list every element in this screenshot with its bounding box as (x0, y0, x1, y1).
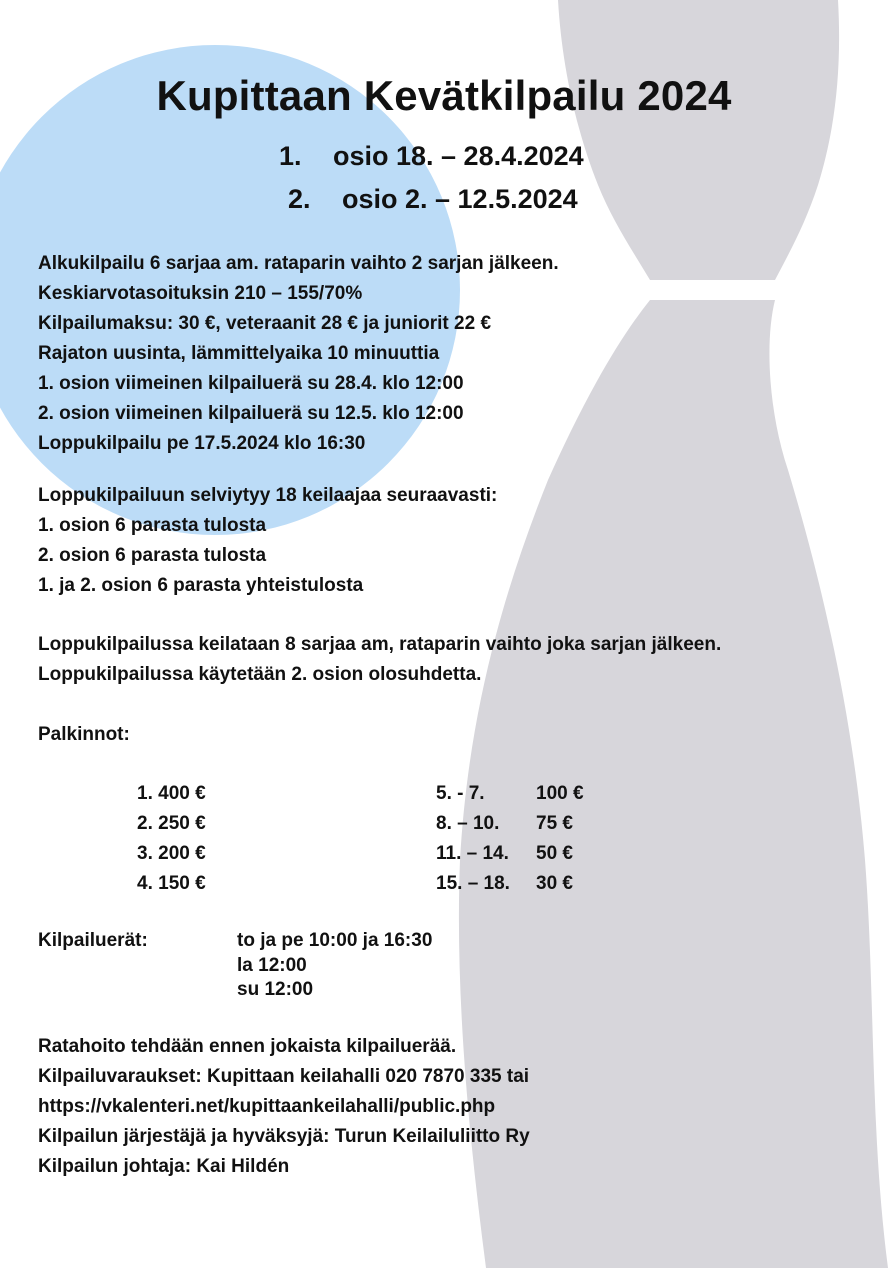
info-line: Keskiarvotasoituksin 210 – 155/70% (38, 283, 363, 304)
period-1 (279, 141, 584, 172)
prize-place: 11. – 14. (436, 843, 509, 864)
info-line: 1. osion viimeinen kilpailuerä su 28.4. klo 12:00 (38, 373, 464, 394)
prize-item: 2. 250 € (137, 813, 206, 834)
period-1-number: 1. (279, 141, 302, 171)
prize-place: 15. – 18. (436, 873, 510, 894)
page-title: Kupittaan Kevätkilpailu 2024 (156, 72, 732, 119)
schedule-item: su 12:00 (237, 979, 314, 1000)
info-line: Rajaton uusinta, lämmittelyaika 10 minuuttia (38, 343, 440, 364)
info-line: Loppukilpailu pe 17.5.2024 klo 16:30 (38, 433, 366, 454)
info-line: 2. osion viimeinen kilpailuerä su 12.5. klo 12:00 (38, 403, 464, 424)
qualification-line: 1. osion 6 parasta tulosta (38, 515, 267, 536)
booking-url-link[interactable]: https://vkalenteri.net/kupittaankeilahalli/public.php (38, 1096, 496, 1117)
prize-place: 8. – 10. (436, 813, 500, 834)
period-1-text: osio 18. – 28.4.2024 (333, 141, 584, 171)
contact-line: Kilpailun johtaja: Kai Hildén (38, 1156, 290, 1177)
prize-item: 3. 200 € (137, 843, 206, 864)
prize-amount: 50 € (536, 843, 573, 864)
prize-amount: 75 € (536, 813, 573, 834)
period-2-text: osio 2. – 12.5.2024 (342, 184, 578, 214)
prize-item: 4. 150 € (137, 873, 206, 894)
qualification-line: Loppukilpailuun selviytyy 18 keilaajaa seuraavasti: (38, 485, 498, 506)
prize-amount: 30 € (536, 873, 573, 894)
final-line: Loppukilpailussa keilataan 8 sarjaa am, rataparin vaihto joka sarjan jälkeen. (38, 634, 722, 655)
contact-line: Ratahoito tehdään ennen jokaista kilpailuerää. (38, 1036, 457, 1057)
period-2-number: 2. (288, 184, 311, 214)
contact-line: Kilpailun järjestäjä ja hyväksyjä: Turun Keilailuliitto Ry (38, 1126, 530, 1147)
final-line: Loppukilpailussa käytetään 2. osion olosuhdetta. (38, 664, 482, 685)
prize-place: 5. - 7. (436, 783, 485, 804)
info-line: Kilpailumaksu: 30 €, veteraanit 28 € ja juniorit 22 € (38, 313, 492, 334)
prize-item: 1. 400 € (137, 783, 206, 804)
contact-line: Kilpailuvaraukset: Kupittaan keilahalli 020 7870 335 tai (38, 1066, 530, 1087)
info-line: Alkukilpailu 6 sarjaa am. rataparin vaihto 2 sarjan jälkeen. (38, 253, 559, 274)
qualification-line: 2. osion 6 parasta tulosta (38, 545, 267, 566)
schedule-label: Kilpailuerät: (38, 930, 148, 951)
schedule-item: to ja pe 10:00 ja 16:30 (237, 930, 433, 951)
period-2 (288, 184, 578, 215)
prize-amount: 100 € (536, 783, 584, 804)
qualification-line: 1. ja 2. osion 6 parasta yhteistulosta (38, 575, 364, 596)
schedule-item: la 12:00 (237, 955, 307, 976)
prizes-label: Palkinnot: (38, 724, 130, 745)
